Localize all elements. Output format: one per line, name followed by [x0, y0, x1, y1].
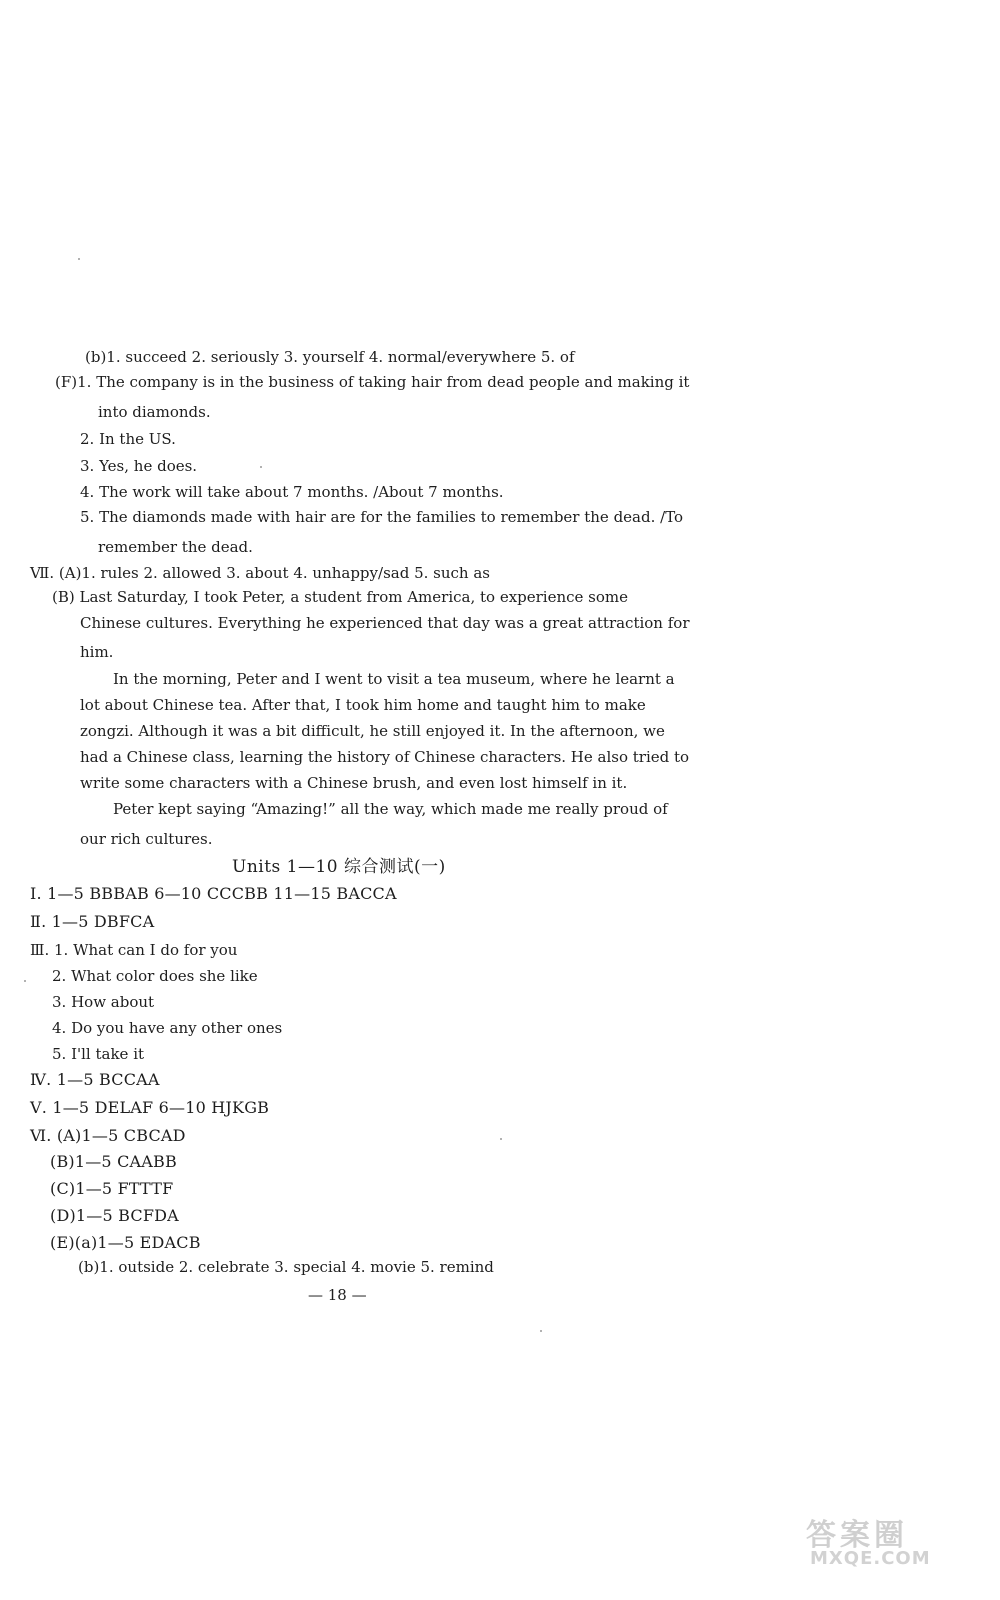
answer-line-f4: 4. The work will take about 7 months. /About 7 months.: [80, 483, 504, 501]
answer-section-3-item-4: 4. Do you have any other ones: [52, 1019, 283, 1037]
answer-line-f1-cont: into diamonds.: [98, 403, 211, 421]
answer-line-vii-a: Ⅶ. (A)1. rules 2. allowed 3. about 4. unhappy/sad 5. such as: [30, 564, 490, 582]
answer-section-5: Ⅴ. 1—5 DELAF 6—10 HJKGB: [30, 1098, 270, 1117]
answer-section-3-item-2: 2. What color does she like: [52, 967, 258, 985]
watermark-url: MXQE.COM: [810, 1548, 931, 1569]
scan-speck: [78, 258, 80, 260]
answer-section-1: Ⅰ. 1—5 BBBAB 6—10 CCCBB 11—15 BACCA: [30, 884, 397, 903]
essay-line-6: zongzi. Although it was a bit difficult, he still enjoyed it. In the afternoon, we: [80, 722, 665, 740]
essay-line-7: had a Chinese class, learning the history of Chinese characters. He also tried to: [80, 748, 690, 766]
answer-line-f5-cont: remember the dead.: [98, 538, 253, 556]
scan-speck: [260, 466, 262, 468]
essay-line-9: Peter kept saying “Amazing!” all the way, which made me really proud of: [113, 800, 668, 818]
watermark-text: 答案圈: [806, 1518, 908, 1553]
answer-section-6d: (D)1—5 BCFDA: [50, 1206, 179, 1225]
answer-section-2: Ⅱ. 1—5 DBFCA: [30, 912, 155, 931]
essay-line-10: our rich cultures.: [80, 830, 213, 848]
essay-line-3: him.: [80, 643, 114, 661]
essay-line-8: write some characters with a Chinese brush, and even lost himself in it.: [80, 774, 628, 792]
answer-section-3: Ⅲ. 1. What can I do for you: [30, 941, 238, 959]
answer-section-3-item-3: 3. How about: [52, 993, 155, 1011]
answer-section-6e-b: (b)1. outside 2. celebrate 3. special 4. movie 5. remind: [78, 1258, 494, 1276]
answer-line-f1: (F)1. The company is in the business of taking hair from dead people and making it: [55, 373, 690, 391]
answer-section-6b: (B)1—5 CAABB: [50, 1152, 177, 1171]
page-number: — 18 —: [308, 1286, 367, 1304]
answer-line-f2: 2. In the US.: [80, 430, 176, 448]
scan-speck: [500, 1138, 502, 1140]
answer-section-6a: Ⅵ. (A)1—5 CBCAD: [30, 1126, 186, 1145]
answer-line-f3: 3. Yes, he does.: [80, 457, 198, 475]
answer-line-b: (b)1. succeed 2. seriously 3. yourself 4. normal/everywhere 5. of: [85, 348, 575, 366]
watermark-logo: [806, 1510, 976, 1572]
scan-speck: [540, 1330, 542, 1332]
essay-line-4: In the morning, Peter and I went to visit a tea museum, where he learnt a: [113, 670, 675, 688]
essay-line-1: (B) Last Saturday, I took Peter, a student from America, to experience some: [52, 588, 629, 606]
scan-speck: [24, 980, 26, 982]
section-title: Units 1—10 综合测试(一): [232, 857, 446, 877]
answer-line-f5: 5. The diamonds made with hair are for the families to remember the dead. /To: [80, 508, 684, 526]
answer-section-3-item-5: 5. I'll take it: [52, 1045, 145, 1063]
essay-line-5: lot about Chinese tea. After that, I took him home and taught him to make: [80, 696, 646, 714]
answer-section-6e: (E)(a)1—5 EDACB: [50, 1233, 201, 1252]
answer-section-6c: (C)1—5 FTTTF: [50, 1179, 174, 1198]
answer-section-4: Ⅳ. 1—5 BCCAA: [30, 1070, 160, 1089]
essay-line-2: Chinese cultures. Everything he experienced that day was a great attraction for: [80, 614, 690, 632]
